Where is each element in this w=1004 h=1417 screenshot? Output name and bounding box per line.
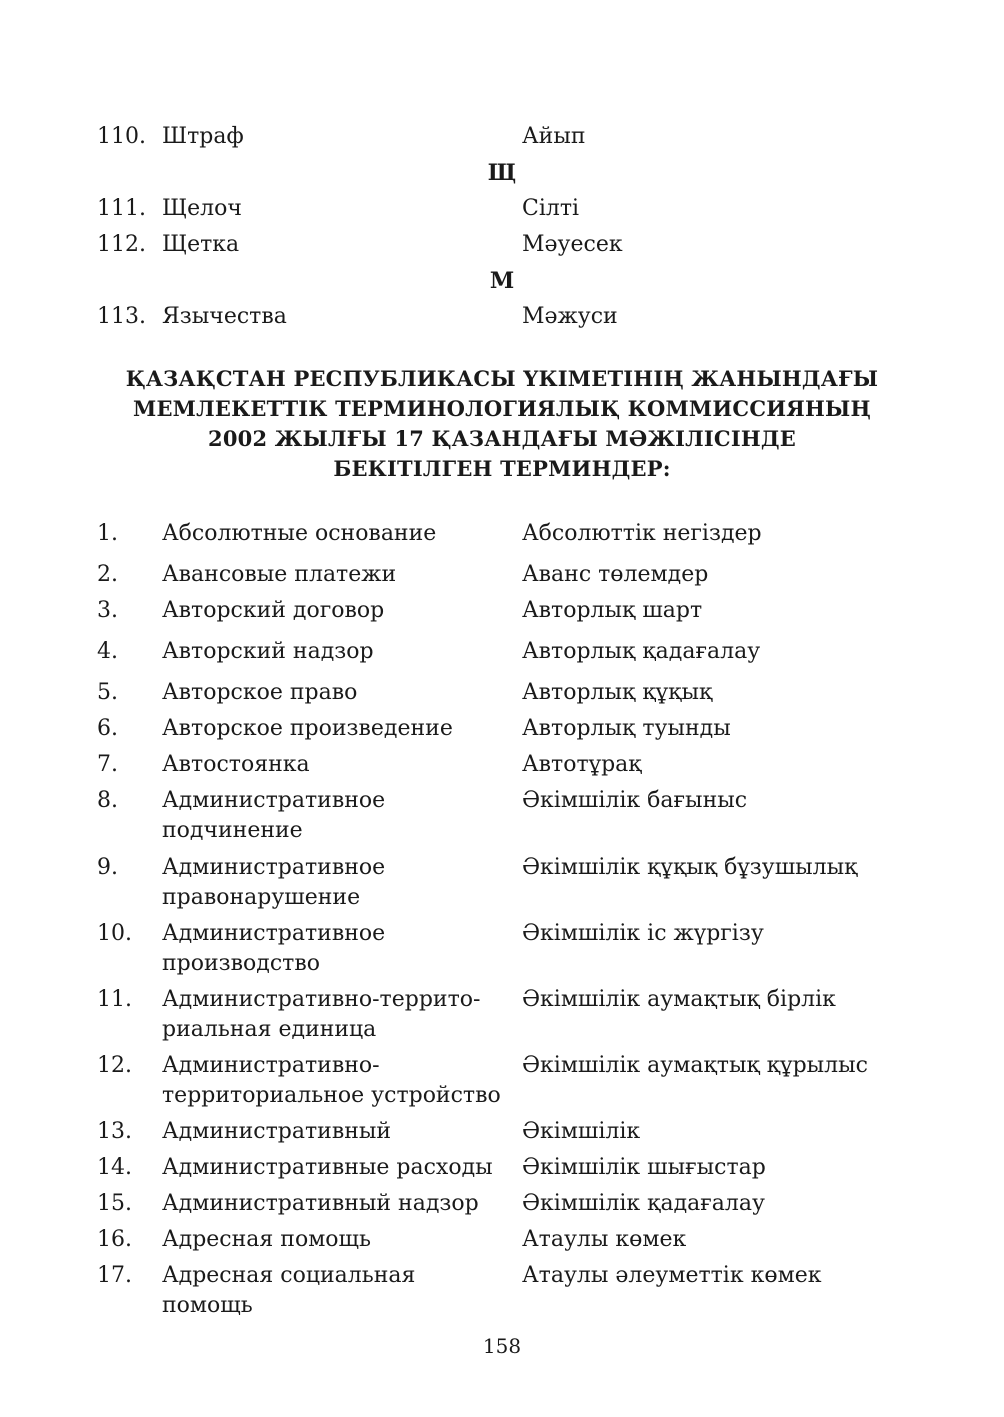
term-russian: Административное подчинение [162,788,386,843]
term-number: 14. [97,1155,132,1180]
term-number: 12. [97,1053,132,1078]
term-number: 110. [97,124,146,149]
heading-line: БЕКІТІЛГЕН ТЕРМИНДЕР: [333,456,671,481]
section-letter: Щ [487,160,517,186]
term-kazakh: Әкімшілік іс жүргізу [522,921,764,946]
term-russian: Авторский договор [162,598,385,623]
term-number: 8. [97,788,118,813]
term-kazakh: Әкімшілік шығыстар [522,1155,766,1180]
section-heading [100,364,904,484]
term-kazakh: Автотұрақ [522,752,642,777]
term-kazakh: Әкімшілік аумақтық бірлік [522,987,836,1012]
term-kazakh: Авторлық құқық [522,680,713,705]
term-number: 5. [97,680,118,705]
term-kazakh: Абсолюттік негіздер [522,521,762,546]
term-russian: Административные расходы [162,1155,493,1180]
term-number: 4. [97,639,118,664]
term-russian: Щелоч [162,196,242,221]
term-russian: Авторское произведение [162,716,453,741]
term-russian: Штраф [162,124,244,149]
term-number: 13. [97,1119,132,1144]
term-russian: Административно-террито- риальная единица [162,987,481,1042]
term-kazakh: Мәжуси [522,304,618,329]
heading-line: ҚАЗАҚСТАН РЕСПУБЛИКАСЫ ҮКІМЕТІНІҢ ЖАНЫНДАҒЫ [125,366,879,391]
term-russian: Авторское право [162,680,358,705]
term-russian: Авансовые платежи [162,562,397,587]
term-russian: Административное правонарушение [162,855,386,910]
term-kazakh: Авторлық туынды [522,716,731,741]
term-number: 9. [97,855,118,880]
term-number: 15. [97,1191,132,1216]
term-kazakh: Әкімшілік қадағалау [522,1191,765,1216]
term-number: 17. [97,1263,132,1288]
term-number: 7. [97,752,118,777]
term-number: 3. [97,598,118,623]
term-kazakh: Айып [522,124,586,149]
term-kazakh: Атаулы көмек [522,1227,687,1252]
term-kazakh: Аванс төлемдер [522,562,709,587]
term-number: 6. [97,716,118,741]
term-kazakh: Атаулы әлеуметтік көмек [522,1263,822,1288]
heading-line: 2002 ЖЫЛҒЫ 17 ҚАЗАНДАҒЫ МӘЖІЛІСІНДЕ [208,426,796,451]
term-kazakh: Әкімшілік [522,1119,641,1144]
section-letter: М [489,268,515,294]
term-kazakh: Авторлық шарт [522,598,703,623]
term-number: 1. [97,521,118,546]
term-russian: Административное производство [162,921,386,976]
term-kazakh: Әкімшілік құқық бұзушылық [522,855,858,880]
term-kazakh: Сілті [522,196,580,221]
term-number: 2. [97,562,118,587]
term-russian: Язычества [162,304,287,329]
term-russian: Авторский надзор [162,639,374,664]
term-russian: Щетка [162,232,240,257]
page-number: 158 [482,1334,522,1358]
term-russian: Адресная помощь [162,1227,371,1252]
term-russian: Административно- территориальное устройство [162,1053,501,1108]
term-number: 113. [97,304,146,329]
term-number: 11. [97,987,132,1012]
term-number: 111. [97,196,146,221]
term-kazakh: Мәуесек [522,232,623,257]
term-number: 16. [97,1227,132,1252]
term-russian: Административный [162,1119,392,1144]
term-number: 112. [97,232,146,257]
term-russian: Автостоянка [162,752,310,777]
term-russian: Адресная социальная помощь [162,1263,416,1318]
term-number: 10. [97,921,132,946]
term-kazakh: Әкімшілік бағыныс [522,788,748,813]
term-russian: Административный надзор [162,1191,479,1216]
heading-line: МЕМЛЕКЕТТІК ТЕРМИНОЛОГИЯЛЫҚ КОММИССИЯНЫҢ [133,396,871,421]
term-kazakh: Әкімшілік аумақтық құрылыс [522,1053,868,1078]
term-kazakh: Авторлық қадағалау [522,639,761,664]
term-russian: Абсолютные основание [162,521,437,546]
